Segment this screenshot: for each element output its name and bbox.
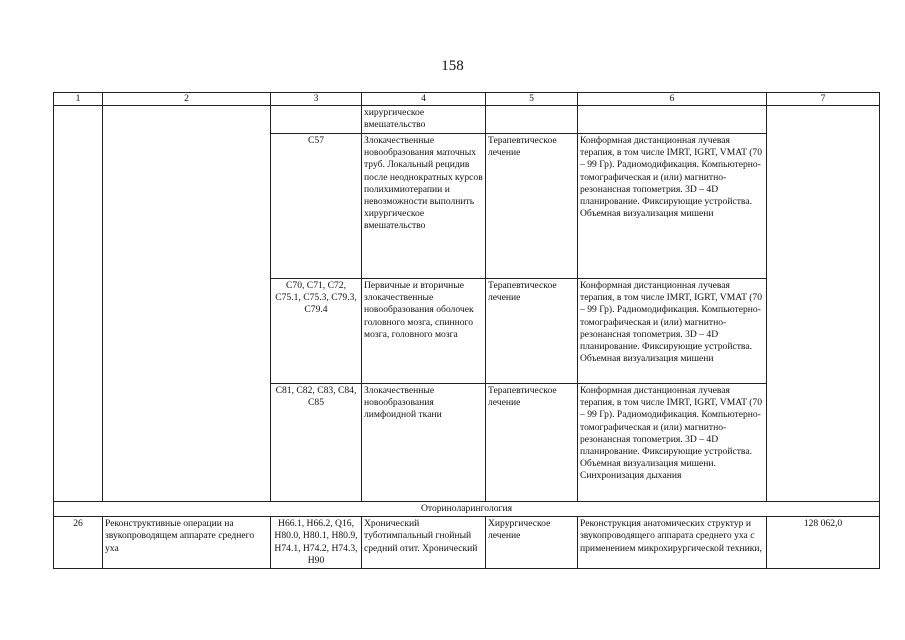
column-number-6: 6 xyxy=(578,93,767,106)
cell-method-empty xyxy=(578,106,767,134)
medical-care-table xyxy=(53,92,880,569)
cell-codes: C57 xyxy=(271,134,362,279)
cell-codes: H66.1, H66.2, Q16, H80.0, H80.1, H80.9, H74.1, H74.2, H74.3, H90 xyxy=(271,517,362,569)
cell-method: Конформная дистанционная лучевая терапия, в том числе IMRT, IGRT, VMAT (70 – 99 Гр). Радиомодификация. Компьютерно-томографическая и (или) магнитно-резонансная топометрия. 3D – 4D планирование. Фиксирующие устройства. Объемная визуализация мишени. Синхронизация дыхания xyxy=(578,384,767,502)
cell-cost: 128 062,0 xyxy=(767,517,880,569)
cell-treatment-empty xyxy=(486,106,578,134)
cell-row-number: 26 xyxy=(54,517,103,569)
column-number-7: 7 xyxy=(767,93,880,106)
cell-number-empty xyxy=(54,106,103,502)
table-row-26 xyxy=(54,517,880,569)
column-number-2: 2 xyxy=(103,93,271,106)
cell-treatment-type: Терапевтическое лечение xyxy=(486,384,578,502)
page-number: 158 xyxy=(441,58,464,74)
cell-diagnosis: Хронический туботимпальный гнойный средний отит. Хронический xyxy=(362,517,486,569)
cell-method: Реконструкция анатомических структур и звукопроводящего аппарата среднего уха с применением микрохирургической техники, xyxy=(578,517,767,569)
column-number-4: 4 xyxy=(362,93,486,106)
column-number-1: 1 xyxy=(54,93,103,106)
cell-diagnosis: Злокачественные новообразования маточных труб. Локальный рецидив после неоднократных курсов полихимиотерапии и невозможности выполнить хирургическое вмешательство xyxy=(362,134,486,279)
column-number-5: 5 xyxy=(486,93,578,106)
cell-codes-empty xyxy=(271,106,362,134)
table-row-continuation xyxy=(54,106,880,134)
cell-diagnosis-continuation: хирургическое вмешательство xyxy=(362,106,486,134)
cell-treatment-type: Терапевтическое лечение xyxy=(486,279,578,384)
cell-procedure-name: Реконструктивные операции на звукопроводящем аппарате среднего уха xyxy=(103,517,271,569)
cell-codes: C81, C82, C83, C84, C85 xyxy=(271,384,362,502)
cell-method: Конформная дистанционная лучевая терапия, в том числе IMRT, IGRT, VMAT (70 – 99 Гр). Радиомодификация. Компьютерно-томографическая и (или) магнитно-резонансная топометрия. 3D – 4D планирование. Фиксирующие устройства. Объемная визуализация мишени xyxy=(578,279,767,384)
section-row xyxy=(54,502,880,517)
cell-diagnosis: Злокачественные новообразования лимфоидной ткани xyxy=(362,384,486,502)
cell-codes: C70, C71, C72, C75.1, C75.3, C79.3, C79.4 xyxy=(271,279,362,384)
cell-treatment-type: Хирургическое лечение xyxy=(486,517,578,569)
section-title: Оториноларингология xyxy=(54,502,880,517)
column-number-row xyxy=(54,93,880,106)
cell-diagnosis: Первичные и вторичные злокачественные новообразования оболочек головного мозга, спинного мозга, головного мозга xyxy=(362,279,486,384)
cell-name-empty xyxy=(103,106,271,502)
cell-treatment-type: Терапевтическое лечение xyxy=(486,134,578,279)
column-number-3: 3 xyxy=(271,93,362,106)
cell-method: Конформная дистанционная лучевая терапия, в том числе IMRT, IGRT, VMAT (70 – 99 Гр). Радиомодификация. Компьютерно-томографическая и (или) магнитно-резонансная топометрия. 3D – 4D планирование. Фиксирующие устройства. Объемная визуализация мишени xyxy=(578,134,767,279)
cell-cost-empty xyxy=(767,106,880,502)
